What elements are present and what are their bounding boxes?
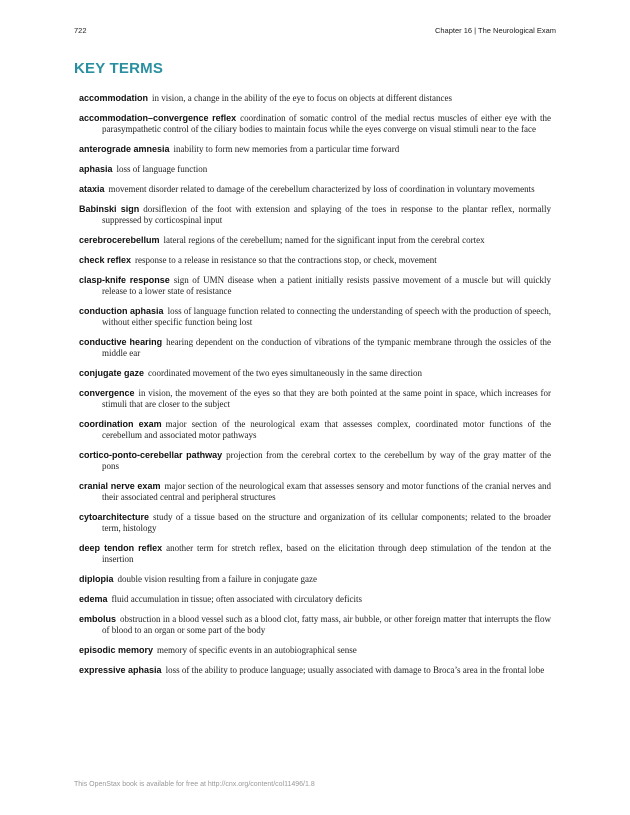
term-definition: fluid accumulation in tissue; often associated with circulatory deficits [111, 594, 362, 604]
term-entry [79, 275, 551, 297]
term-name: expressive aphasia [79, 665, 162, 675]
term-definition: major section of the neurological exam that assesses sensory and motor functions of the cranial nerves and their associated central and peripheral structures [102, 481, 551, 502]
footer-note: This OpenStax book is available for free at http://cnx.org/content/col11496/1.8 [74, 781, 315, 788]
term-name: embolus [79, 614, 117, 624]
term-entry [79, 450, 551, 472]
term-definition: coordinated movement of the two eyes simultaneously in the same direction [148, 368, 422, 378]
term-name: conduction aphasia [79, 306, 164, 316]
term-definition: projection from the cerebral cortex to the cerebellum by way of the gray matter of the pons [102, 450, 552, 471]
term-entry [79, 665, 551, 676]
term-entry [79, 204, 551, 226]
page-number: 722 [74, 26, 87, 35]
term-name: cortico-ponto-cerebellar pathway [79, 450, 223, 460]
term-entry [79, 512, 551, 534]
chapter-header: Chapter 16 | The Neurological Exam [434, 26, 556, 35]
term-name: episodic memory [79, 645, 154, 655]
term-entry [79, 255, 551, 266]
term-definition: in vision, the movement of the eyes so that they are both pointed at the same point in space, which increases for stimuli that are closer to the subject [102, 388, 551, 409]
term-definition: memory of specific events in an autobiographical sense [157, 645, 357, 655]
term-definition: hearing dependent on the conduction of vibrations of the tympanic membrane through the ossicles of the middle ear [102, 337, 551, 358]
term-name: Babinski sign [79, 204, 140, 214]
term-definition: double vision resulting from a failure in conjugate gaze [117, 574, 317, 584]
term-definition: loss of language function related to connecting the understanding of speech with the production of speech, without either specific function being lost [102, 306, 552, 327]
term-entry [79, 235, 551, 246]
term-definition: in vision, a change in the ability of the eye to focus on objects at different distances [152, 93, 453, 103]
term-name: check reflex [79, 255, 132, 265]
term-name: diplopia [79, 574, 114, 584]
term-entry [79, 113, 551, 135]
term-name: coordination exam [79, 419, 162, 429]
term-name: cerebrocerebellum [79, 235, 160, 245]
term-definition: loss of language function [116, 164, 208, 174]
term-definition: sign of UMN disease when a patient initially resists passive movement of a muscle but will quickly release to a lower state of resistance [102, 275, 551, 296]
term-definition: movement disorder related to damage of the cerebellum characterized by loss of coordination in voluntary movements [108, 184, 535, 194]
term-entry [79, 93, 551, 104]
term-name: edema [79, 594, 108, 604]
term-name: aphasia [79, 164, 113, 174]
term-name: cytoarchitecture [79, 512, 150, 522]
term-entry [79, 306, 551, 328]
term-name: anterograde amnesia [79, 144, 170, 154]
term-definition: major section of the neurological exam that assesses complex, coordinated motor functions of the cerebellum and associated motor pathways [102, 419, 552, 440]
term-entry [79, 337, 551, 359]
term-name: conjugate gaze [79, 368, 145, 378]
term-name: accommodation–convergence reflex [79, 113, 237, 123]
term-name: clasp-knife response [79, 275, 170, 285]
term-name: cranial nerve exam [79, 481, 161, 491]
term-entry [79, 481, 551, 503]
term-definition: obstruction in a blood vessel such as a blood clot, fatty mass, air bubble, or other foreign matter that interrupts the flow of blood to an organ or some part of the body [102, 614, 551, 635]
term-definition: loss of the ability to produce language; usually associated with damage to Broca’s area in the frontal lobe [165, 665, 545, 675]
term-definition: response to a release in resistance so that the contractions stop, or check, movement [135, 255, 437, 265]
term-definition: dorsiflexion of the foot with extension and splaying of the toes in response to the plantar reflex, normally suppressed by corticospinal input [102, 204, 551, 225]
term-definition: lateral regions of the cerebellum; named for the significant input from the cerebral cortex [163, 235, 485, 245]
term-entry [79, 543, 551, 565]
section-title: KEY TERMS [74, 60, 164, 77]
term-name: convergence [79, 388, 135, 398]
term-name: deep tendon reflex [79, 543, 163, 553]
term-definition: coordination of somatic control of the medial rectus muscles of either eye with the parasympathetic control of the ciliary bodies to maintain focus while the eyes converge on visual stimuli near to the face [102, 113, 551, 134]
term-name: accommodation [79, 93, 149, 103]
term-entry [79, 645, 551, 656]
term-entry [79, 614, 551, 636]
term-definition: inability to form new memories from a particular time forward [173, 144, 400, 154]
term-entry [79, 574, 551, 585]
term-entry [79, 144, 551, 155]
term-entry [79, 419, 551, 441]
term-definition: study of a tissue based on the structure and organization of its cellular components; related to the broader term, histology [102, 512, 551, 533]
term-entry [79, 368, 551, 379]
term-entry [79, 594, 551, 605]
term-definition: another term for stretch reflex, based on the elicitation through deep stimulation of the tendon at the insertion [102, 543, 552, 564]
key-terms-list [79, 84, 551, 685]
term-entry [79, 164, 551, 175]
term-name: conductive hearing [79, 337, 163, 347]
term-entry [79, 388, 551, 410]
term-name: ataxia [79, 184, 105, 194]
term-entry [79, 184, 551, 195]
